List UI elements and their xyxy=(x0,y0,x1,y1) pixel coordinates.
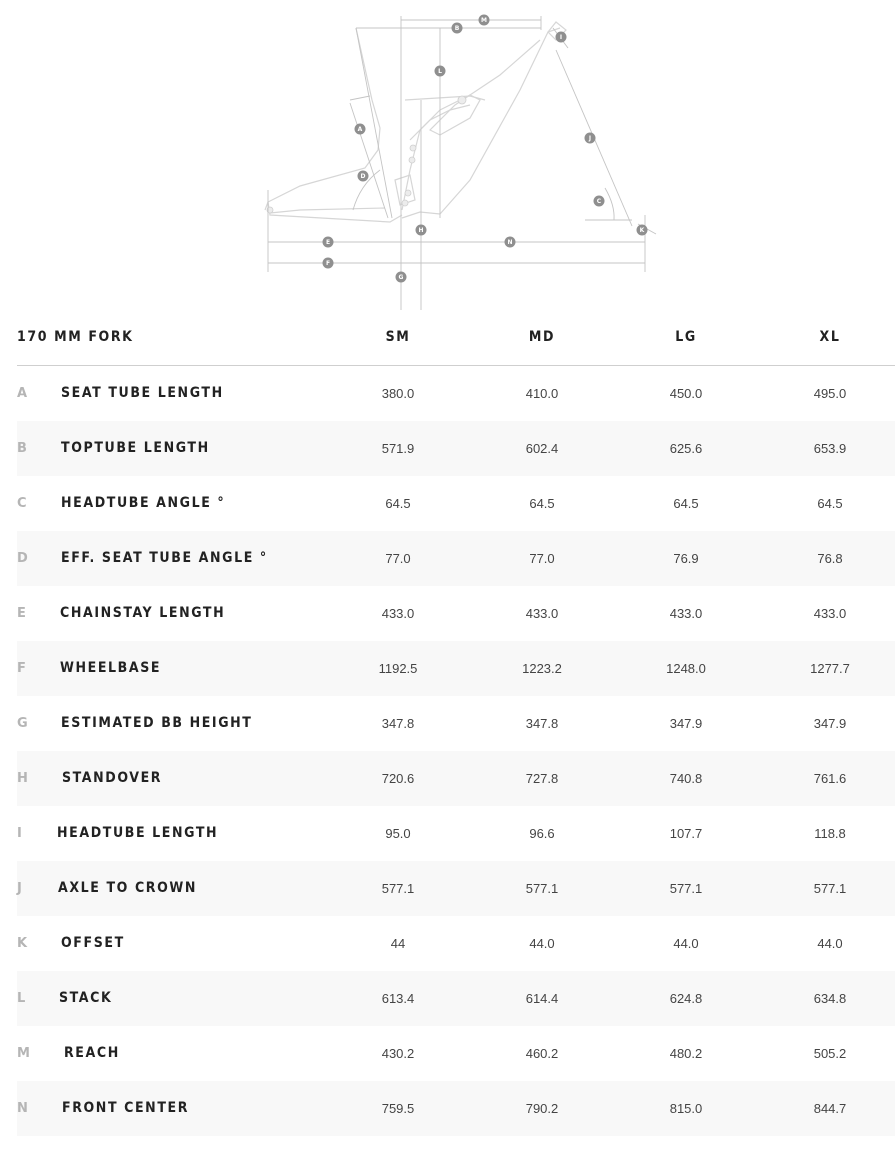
table-row xyxy=(17,641,895,696)
cell-value: 44.0 xyxy=(673,936,699,951)
cell-value: 64.5 xyxy=(817,496,843,511)
cell-value: 1277.7 xyxy=(810,661,850,676)
table-body xyxy=(17,366,895,1136)
row-letter: I xyxy=(17,826,22,841)
marker-letter-b: B xyxy=(454,25,460,32)
table-row xyxy=(17,1026,895,1081)
cell-value: 815.0 xyxy=(669,1101,703,1116)
cell-value: 602.4 xyxy=(525,441,559,456)
cell-value: 480.2 xyxy=(669,1046,703,1061)
row-letter: N xyxy=(17,1101,28,1116)
row-label: ESTIMATED BB HEIGHT xyxy=(61,715,253,731)
size-header-md: MD xyxy=(528,329,556,345)
row-label: SEAT TUBE LENGTH xyxy=(61,385,224,401)
row-letter: E xyxy=(17,606,26,621)
fork-label: 170 MM FORK xyxy=(17,329,134,345)
cell-value: 64.5 xyxy=(529,496,555,511)
cell-value: 107.7 xyxy=(669,826,703,841)
table-row xyxy=(17,366,895,421)
row-label: CHAINSTAY LENGTH xyxy=(60,605,226,621)
frame-drawing xyxy=(0,0,895,315)
table-header xyxy=(17,310,895,366)
row-label: REACH xyxy=(64,1045,120,1061)
cell-value: 410.0 xyxy=(525,386,559,401)
cell-value: 727.8 xyxy=(525,771,559,786)
size-header-xl: XL xyxy=(819,329,841,345)
marker-letter-a: A xyxy=(357,126,363,133)
cell-value: 44.0 xyxy=(817,936,843,951)
row-letter: K xyxy=(17,936,28,951)
cell-value: 76.8 xyxy=(817,551,843,566)
cell-value: 740.8 xyxy=(669,771,703,786)
cell-value: 761.6 xyxy=(813,771,847,786)
marker-letter-e: E xyxy=(325,239,331,246)
cell-value: 44.0 xyxy=(529,936,555,951)
table-row xyxy=(17,696,895,751)
row-label: TOPTUBE LENGTH xyxy=(61,440,210,456)
cell-value: 96.6 xyxy=(529,826,555,841)
cell-value: 505.2 xyxy=(813,1046,847,1061)
row-letter: C xyxy=(17,496,27,511)
cell-value: 577.1 xyxy=(381,881,415,896)
cell-value: 613.4 xyxy=(381,991,415,1006)
size-header-sm: SM xyxy=(385,329,411,345)
frame-outline xyxy=(265,22,566,222)
marker-letters xyxy=(326,17,645,281)
cell-value: 577.1 xyxy=(525,881,559,896)
table-row xyxy=(17,861,895,916)
cell-value: 433.0 xyxy=(669,606,703,621)
table-row xyxy=(17,971,895,1026)
cell-value: 577.1 xyxy=(669,881,703,896)
cell-value: 460.2 xyxy=(525,1046,559,1061)
cell-value: 347.9 xyxy=(669,716,703,731)
row-label: AXLE TO CROWN xyxy=(58,880,198,896)
cell-value: 380.0 xyxy=(381,386,415,401)
cell-value: 64.5 xyxy=(673,496,699,511)
row-letter: H xyxy=(17,771,28,786)
row-letter: G xyxy=(17,716,28,731)
cell-value: 347.9 xyxy=(813,716,847,731)
row-label: OFFSET xyxy=(61,935,125,951)
marker-letter-g: G xyxy=(398,274,404,281)
table-row xyxy=(17,476,895,531)
table-row xyxy=(17,916,895,971)
cell-value: 118.8 xyxy=(814,826,846,841)
cell-value: 1223.2 xyxy=(522,661,562,676)
cell-value: 759.5 xyxy=(381,1101,415,1116)
row-label: STANDOVER xyxy=(62,770,163,786)
cell-value: 625.6 xyxy=(669,441,703,456)
cell-value: 1192.5 xyxy=(378,661,418,676)
cell-value: 44 xyxy=(390,936,406,951)
cell-value: 653.9 xyxy=(813,441,847,456)
marker-letter-l: L xyxy=(438,68,442,75)
row-letter: J xyxy=(17,881,22,896)
table-row xyxy=(17,531,895,586)
marker-letter-f: F xyxy=(325,260,331,267)
cell-value: 347.8 xyxy=(525,716,559,731)
cell-value: 433.0 xyxy=(813,606,847,621)
row-label: WHEELBASE xyxy=(60,660,162,676)
cell-value: 1248.0 xyxy=(666,661,706,676)
marker-letter-c: C xyxy=(596,198,602,205)
cell-value: 495.0 xyxy=(813,386,847,401)
cell-value: 450.0 xyxy=(669,386,703,401)
cell-value: 634.8 xyxy=(813,991,847,1006)
row-label: HEADTUBE ANGLE ° xyxy=(61,495,226,511)
marker-letter-n: N xyxy=(507,239,513,246)
marker-letter-h: H xyxy=(418,227,424,234)
row-label: HEADTUBE LENGTH xyxy=(57,825,219,841)
row-letter: A xyxy=(17,386,28,401)
marker-letter-i: I xyxy=(559,34,563,41)
table-row xyxy=(17,586,895,641)
cell-value: 430.2 xyxy=(381,1046,415,1061)
row-label: STACK xyxy=(59,990,113,1006)
cell-value: 790.2 xyxy=(525,1101,559,1116)
row-letter: B xyxy=(17,441,27,456)
table-row xyxy=(17,806,895,861)
row-letter: M xyxy=(17,1046,30,1061)
row-label: FRONT CENTER xyxy=(62,1100,190,1116)
table-row xyxy=(17,421,895,476)
cell-value: 76.9 xyxy=(673,551,699,566)
cell-value: 433.0 xyxy=(381,606,415,621)
cell-value: 77.0 xyxy=(529,551,555,566)
cell-value: 64.5 xyxy=(385,496,411,511)
row-label: EFF. SEAT TUBE ANGLE ° xyxy=(61,550,268,566)
row-letter: L xyxy=(17,991,26,1006)
cell-value: 577.1 xyxy=(813,881,847,896)
marker-letter-j: J xyxy=(588,135,592,142)
row-letter: F xyxy=(17,661,26,676)
table-row xyxy=(17,751,895,806)
marker-letter-d: D xyxy=(360,173,366,180)
cell-value: 347.8 xyxy=(381,716,415,731)
cell-value: 614.4 xyxy=(525,991,559,1006)
cell-value: 95.0 xyxy=(385,826,411,841)
cell-value: 844.7 xyxy=(813,1101,847,1116)
marker-letter-k: K xyxy=(639,227,645,234)
size-header-lg: LG xyxy=(675,329,697,345)
cell-value: 77.0 xyxy=(385,551,411,566)
geometry-table xyxy=(17,310,895,1136)
table-row xyxy=(17,1081,895,1136)
marker-letter-m: M xyxy=(481,17,487,24)
cell-value: 720.6 xyxy=(381,771,415,786)
cell-value: 571.9 xyxy=(381,441,415,456)
cell-value: 433.0 xyxy=(525,606,559,621)
row-letter: D xyxy=(17,551,28,566)
bike-geometry-diagram xyxy=(0,0,895,315)
cell-value: 624.8 xyxy=(669,991,703,1006)
